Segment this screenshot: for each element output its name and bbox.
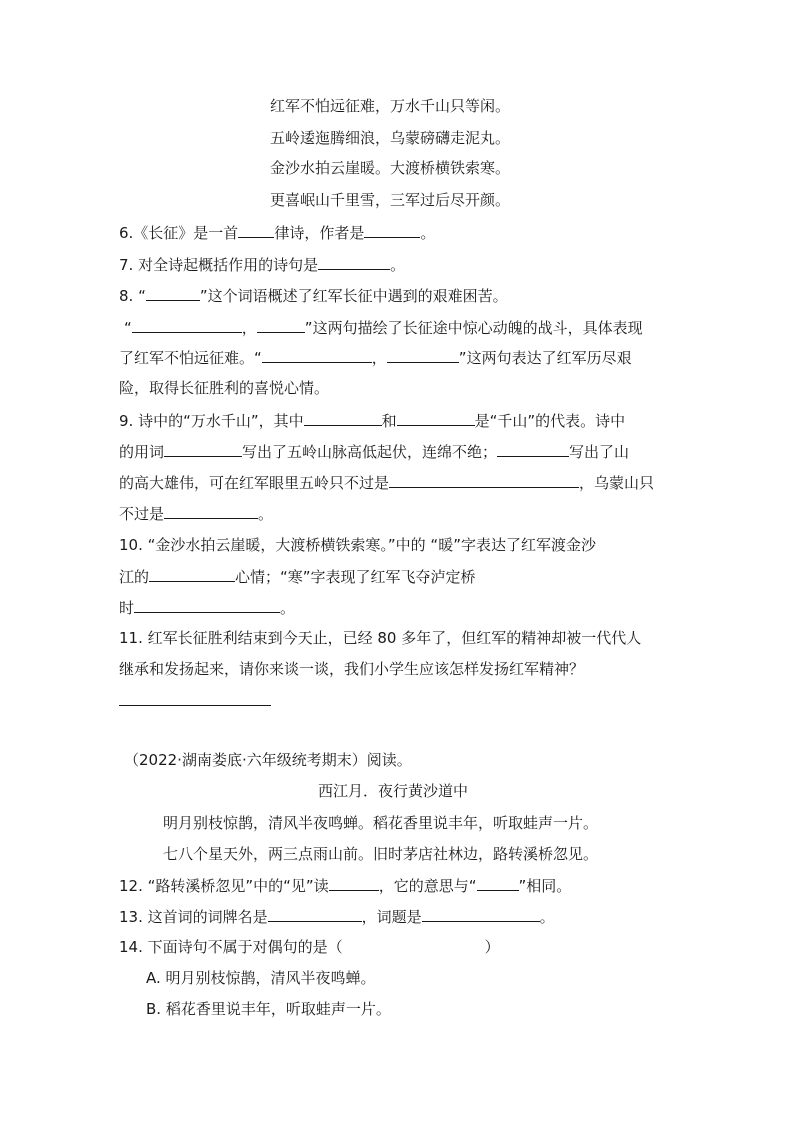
question-14: 14. 下面诗句不属于对偶句的是（ ） bbox=[119, 938, 500, 956]
answer-blank[interactable] bbox=[238, 222, 274, 238]
question-9-line-4: 不过是 。 bbox=[119, 505, 274, 523]
answer-blank[interactable] bbox=[397, 410, 475, 426]
answer-blank[interactable] bbox=[149, 566, 235, 582]
question-10: 10. “金沙水拍云崖暖，大渡桥横铁索寒。”中的 “暖”字表达了红军渡金沙 bbox=[119, 536, 596, 554]
answer-blank[interactable] bbox=[422, 906, 540, 922]
answer-blank[interactable] bbox=[477, 875, 519, 891]
answer-blank[interactable] bbox=[262, 347, 372, 363]
answer-blank[interactable] bbox=[497, 441, 569, 457]
question-8-line-4: 险，取得长征胜利的喜悦心情。 bbox=[119, 379, 330, 397]
poem2-title: 西江月．夜行黄沙道中 bbox=[318, 782, 469, 800]
answer-blank[interactable] bbox=[132, 317, 242, 333]
option-a[interactable]: A. 明月别枝惊鹊，清风半夜鸣蝉。 bbox=[146, 969, 376, 987]
question-7: 7. 对全诗起概括作用的诗句是 。 bbox=[119, 256, 406, 274]
poem-line-2: 五岭逶迤腾细浪，乌蒙磅礴走泥丸。 bbox=[270, 129, 511, 147]
question-10-line-2: 江的 心情；“寒”字表现了红军飞夺泸定桥 bbox=[119, 568, 476, 586]
poem2-line-1: 明月别枝惊鹊，清风半夜鸣蝉。稻花香里说丰年，听取蛙声一片。 bbox=[163, 814, 599, 832]
answer-blank[interactable] bbox=[164, 441, 242, 457]
question-13: 13. 这首词的词牌名是 ，词题是 。 bbox=[119, 908, 555, 926]
answer-blank[interactable] bbox=[318, 254, 390, 270]
answer-blank[interactable] bbox=[257, 317, 305, 333]
option-b[interactable]: B. 稻花香里说丰年，听取蛙声一片。 bbox=[146, 1000, 391, 1018]
question-8: 8. “ ”这个词语概述了红军长征中遇到的艰难困苦。 bbox=[119, 287, 508, 305]
question-9: 9. 诗中的“万水千山”，其中 和 是“千山”的代表。诗中 bbox=[119, 412, 626, 430]
answer-blank[interactable] bbox=[268, 906, 362, 922]
poem-line-4: 更喜岷山千里雪，三军过后尽开颜。 bbox=[270, 191, 511, 209]
answer-blank[interactable] bbox=[387, 347, 459, 363]
question-11: 11. 红军长征胜利结束到今天止，已经 80 多年了，但红军的精神却被一代代人 bbox=[119, 629, 642, 647]
answer-blank[interactable] bbox=[389, 472, 579, 488]
question-9-line-2: 的用词 写出了五岭山脉高低起伏，连绵不绝； 写出了山 bbox=[119, 443, 630, 461]
question-6: 6.《长征》是一首 律诗，作者是 。 bbox=[119, 224, 436, 242]
section-source: （2022·湖南娄底·六年级统考期末）阅读。 bbox=[124, 751, 412, 769]
question-9-line-3: 的高大雄伟，可在红军眼里五岭只不过是 ，乌蒙山只 bbox=[119, 474, 655, 492]
answer-blank[interactable] bbox=[329, 875, 379, 891]
poem-line-1: 红军不怕远征难，万水千山只等闲。 bbox=[270, 97, 511, 115]
question-8-line-3: 了红军不怕远征难。“ ， ”这两句表达了红军历尽艰 bbox=[119, 349, 632, 367]
answer-blank[interactable] bbox=[134, 597, 280, 613]
question-11-line-2: 继承和发扬起来，请你来谈一谈，我们小学生应该怎样发扬红军精神？ bbox=[119, 660, 585, 678]
question-10-line-3: 时 。 bbox=[119, 599, 296, 617]
answer-blank[interactable] bbox=[364, 222, 420, 238]
poem2-line-2: 七八个星天外，两三点雨山前。旧时茅店社林边，路转溪桥忽见。 bbox=[163, 845, 599, 863]
answer-line[interactable] bbox=[119, 705, 271, 706]
answer-blank[interactable] bbox=[146, 285, 200, 301]
question-8-line-2: “ ， ”这两句描绘了长征途中惊心动魄的战斗，具体表现 bbox=[124, 319, 643, 337]
answer-blank[interactable] bbox=[164, 503, 258, 519]
poem-line-3: 金沙水拍云崖暖。大渡桥横铁索寒。 bbox=[270, 159, 511, 177]
answer-blank[interactable] bbox=[304, 410, 382, 426]
question-12: 12. “路转溪桥忽见”中的“见”读 ，它的意思与“ ”相同。 bbox=[119, 877, 572, 895]
